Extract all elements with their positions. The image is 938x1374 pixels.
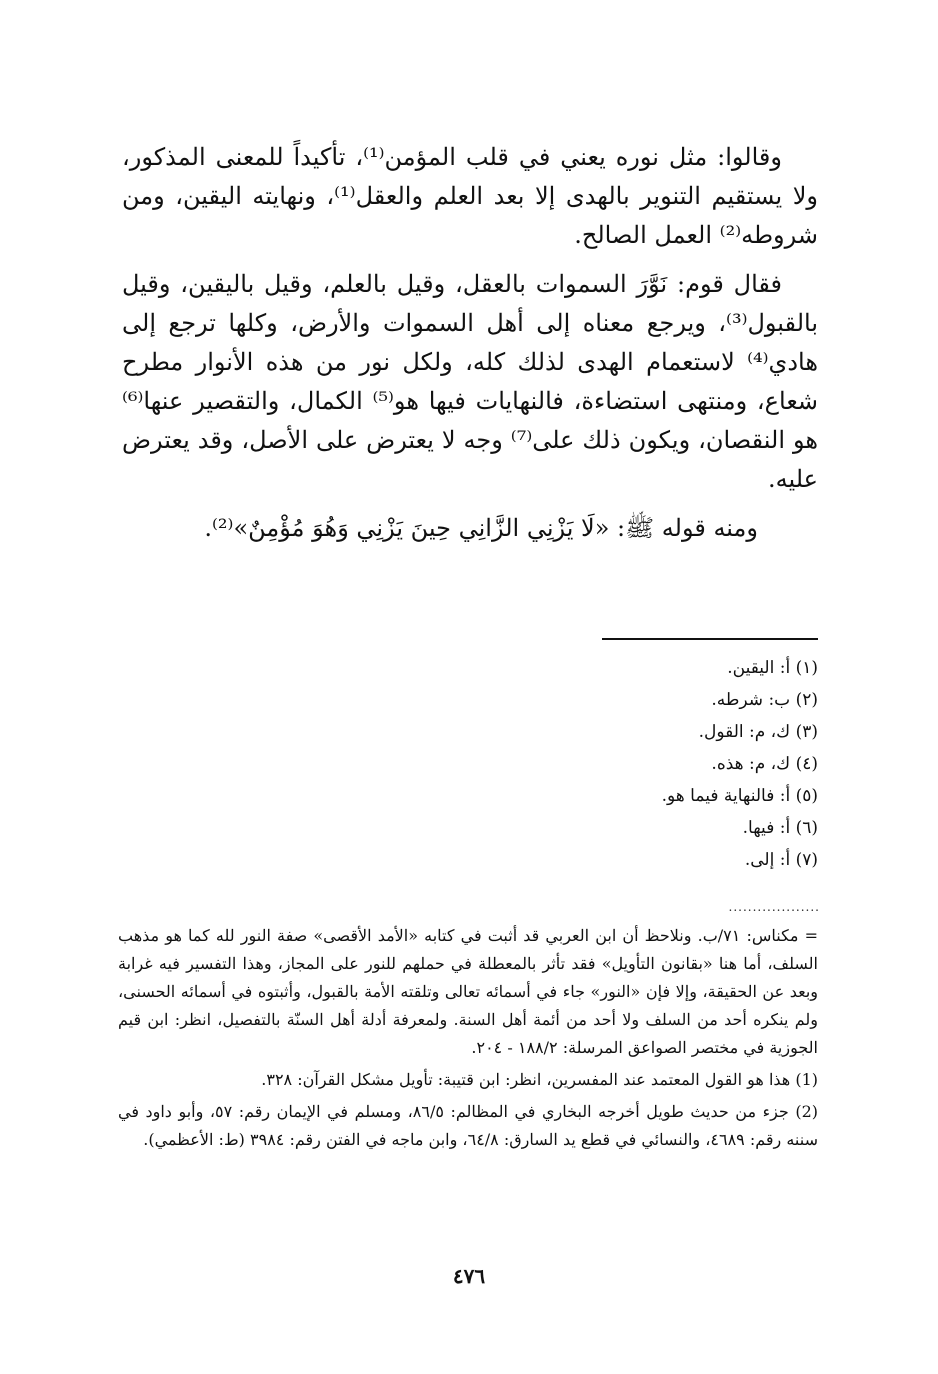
variant-note: (٧) أ: إلى. — [744, 850, 818, 870]
paragraph-1: وقالوا: مثل نوره يعني في قلب المؤمن⁽¹⁾، تأكيداً للمعنى المذكور، ولا يستقيم التنوير بالهدى إلا بعد العلم والعقل⁽¹⁾، ونهايته اليقين، ومن شروطه⁽²⁾ العمل الصالح. — [122, 143, 819, 249]
footnote-1: (1) هذا هو القول المعتمد عند المفسرين، انظر: ابن قتيبة: تأويل مشكل القرآن: ٣٢٨. — [261, 1070, 818, 1089]
footnote-2: (2) جزء من حديث طويل أخرجه البخاري في المظالم: ٨٦/٥، ومسلم في الإيمان رقم: ٥٧، وأبو داود في سننه رقم: ٤٦٨٩، والنسائي في قطع يد السارق: ٦٤/٨، وابن ماجه في الفتن رقم: ٣٩٨٤ (ط: الأعظمي). — [118, 1102, 819, 1149]
footnote-separator: ................... — [728, 900, 820, 914]
paragraph-2: فقال قوم: نَوَّرَ السموات بالعقل، وقيل بالعلم، وقيل باليقين، وقيل بالقبول⁽³⁾، ويرجع معناه إلى أهل السموات والأرض، وكلها ترجع إلى هادي⁽⁴⁾ لاستعمام الهدى لذلك كله، ولكل نور من هذه الأنوار مطرح شعاع، ومنتهى استضاءة، فالنهايات فيها هو⁽⁵⁾ الكمال، والتقصير عنها⁽⁶⁾ هو النقصان، ويكون ذلك على⁽⁷⁾ وجه لا يعترض على الأصل، وقد يعترض عليه. — [122, 270, 819, 493]
hadith-paragraph: ومنه قوله ﷺ: «لَا يَزْنِي الزَّانِي حِينَ يَزْنِي وَهُوَ مُؤْمِنٌ»⁽²⁾. — [204, 514, 758, 542]
variant-note: (٢) ب: شرطه. — [711, 690, 818, 710]
main-text — [122, 138, 818, 558]
variant-note: (٥) أ: فالنهاية فيما هو. — [661, 786, 818, 806]
footnote-continued: = مكناس: ٧١/ب. ونلاحظ أن ابن العربي قد أثبت في كتابه «الأمد الأقصى» صفة النور لله كما هو مذهب السلف، أما هنا «بقانون التأويل» فقد تأثر بالمعطلة في حملهم للنور على المجاز، وهذا التفسير فيه غرابة وبعد عن الحقيقة، وإلا فإن «النور» جاء في أسمائه تعالى وتلقته الأمة بالقبول، وأثبتوه في أسمائه الحسنى، ولم ينكره أحد من السلف ولا أحد من أئمة أهل السنة. ولمعرفة أدلة أهل السنّة بالتفصيل، انظر: ابن قيم الجوزية في مختصر الصواعق المرسلة: ١٨٨/٢ - ٢٠٤. — [118, 926, 819, 1057]
variant-note: (٣) ك، م: القول. — [698, 722, 818, 742]
footnotes — [118, 922, 818, 1158]
variant-note: (١) أ: اليقين. — [727, 658, 818, 678]
variant-note: (٤) ك، م: هذه. — [711, 754, 818, 774]
variant-notes-list — [458, 652, 818, 876]
variant-note: (٦) أ: فيها. — [742, 818, 818, 838]
footnote-rule — [602, 638, 818, 640]
page-number: ٤٧٦ — [452, 1264, 486, 1288]
